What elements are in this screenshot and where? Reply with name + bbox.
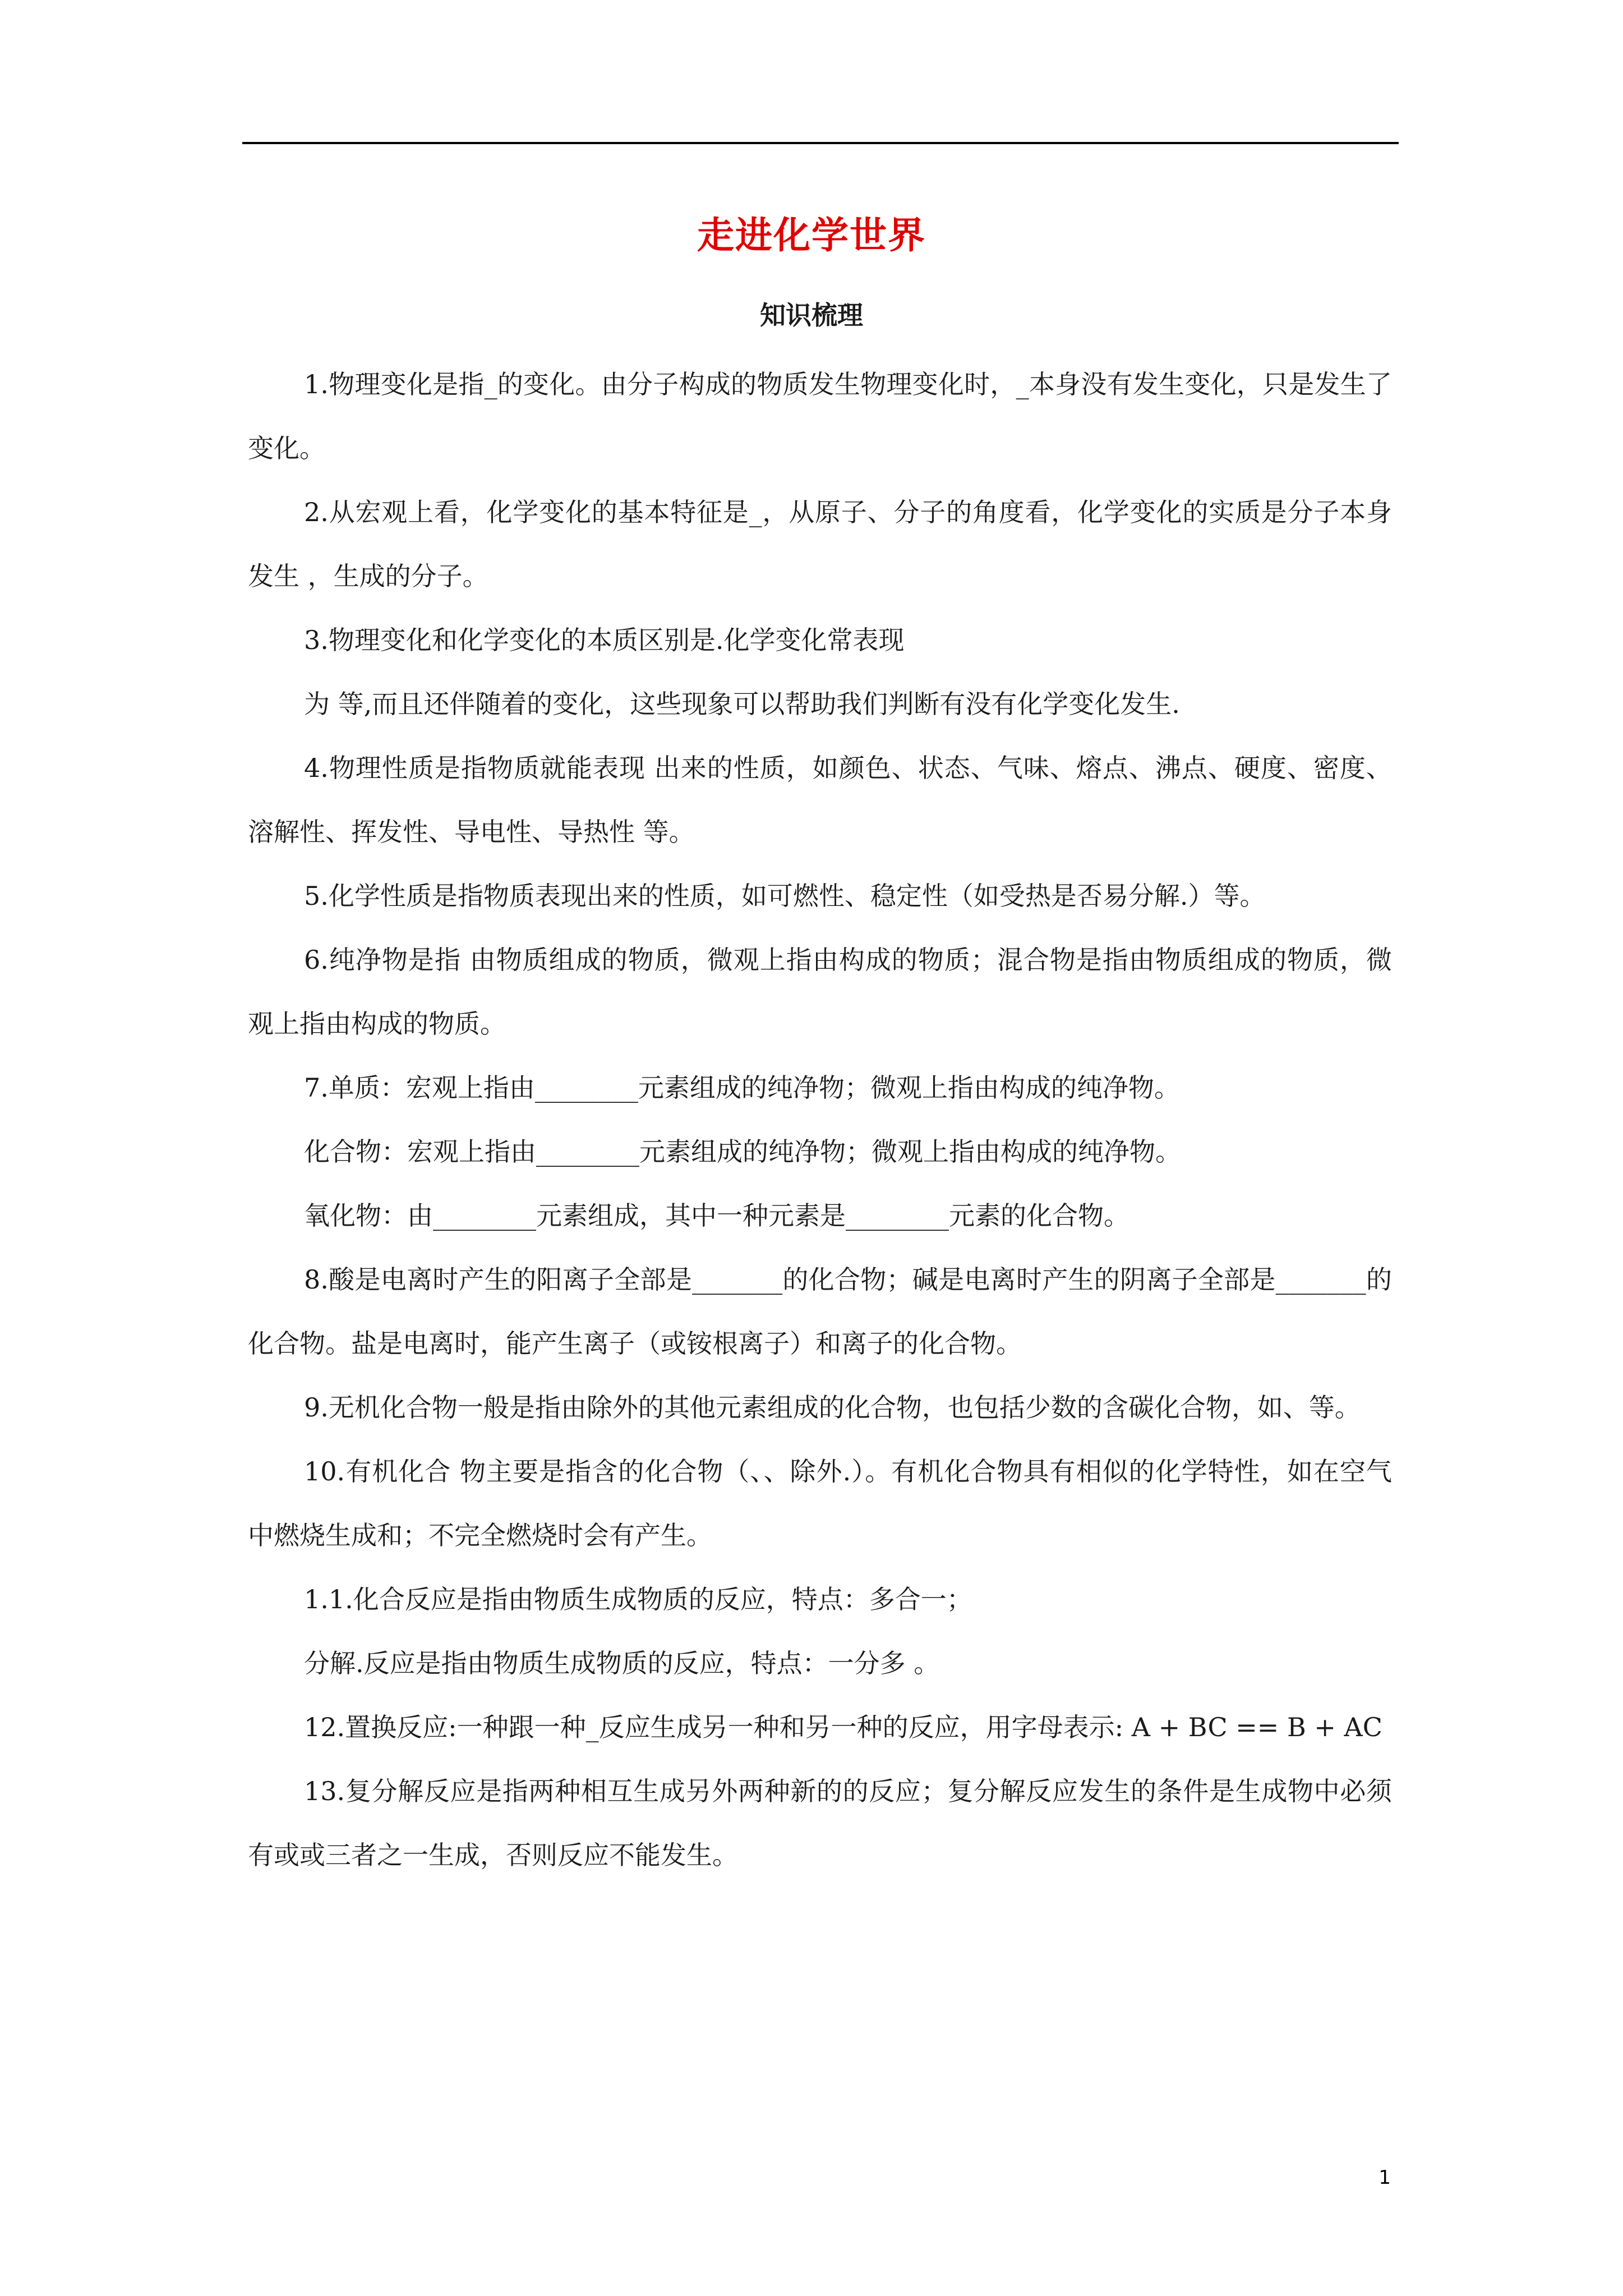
item-2: 2.从宏观上看，化学变化的基本特征是_，从原子、分子的角度看，化学变化的实质是分子本身发生 ，生成的分子。 <box>248 497 1392 591</box>
item-10: 10.有机化合 物主要是指含的化合物（、、除外.）。有机化合物具有相似的化学特性，如在空气中燃烧生成和；不完全燃烧时会有产生。 <box>248 1456 1392 1550</box>
item-1: 1.物理变化是指_的变化。由分子构成的物质发生物理变化时，_本身没有发生变化，只是发生了变化。 <box>248 369 1392 463</box>
item-11-decomposition: 分解.反应是指由物质生成物质的反应，特点：一分多 。 <box>304 1648 940 1678</box>
document-body <box>248 352 1392 1887</box>
section-heading: 知识梳理 <box>760 300 863 330</box>
item-4: 4.物理性质是指物质就能表现 出来的性质，如颜色、状态、气味、熔点、沸点、硬度、密度、溶解性、挥发性、导电性、导热性 等。 <box>248 753 1392 847</box>
item-13: 13.复分解反应是指两种相互生成另外两种新的的反应；复分解反应发生的条件是生成物中必须有或或三者之一生成，否则反应不能发生。 <box>248 1776 1392 1870</box>
item-12: 12.置换反应:一种跟一种_反应生成另一种和另一种的反应，用字母表示: A + BC == B + AC <box>304 1712 1382 1742</box>
item-7-compound: 化合物：宏观上指由________元素组成的纯净物；微观上指由构成的纯净物。 <box>304 1137 1181 1167</box>
header-rule <box>242 142 1399 144</box>
item-7-elemental-substance: 7.单质：宏观上指由________元素组成的纯净物；微观上指由构成的纯净物。 <box>304 1073 1180 1103</box>
item-3: 3.物理变化和化学变化的本质区别是.化学变化常表现 <box>304 625 905 655</box>
item-3-continuation: 为 等,而且还伴随着的变化，这些现象可以帮助我们判断有没有化学变化发生. <box>304 689 1180 719</box>
item-6: 6.纯净物是指 由物质组成的物质，微观上指由构成的物质；混合物是指由物质组成的物质，微观上指由构成的物质。 <box>248 945 1392 1039</box>
item-7-oxide: 氧化物：由________元素组成，其中一种元素是________元素的化合物。 <box>304 1200 1129 1231</box>
page-number: 1 <box>1378 2166 1391 2189</box>
document-title: 走进化学世界 <box>697 213 926 257</box>
item-5: 5.化学性质是指物质表现出来的性质，如可燃性、稳定性（如受热是否易分解.）等。 <box>304 881 1266 911</box>
item-11-combination: 1.1.化合反应是指由物质生成物质的反应，特点：多合一； <box>304 1584 972 1614</box>
item-9: 9.无机化合物一般是指由除外的其他元素组成的化合物，也包括少数的含碳化合物，如、等。 <box>304 1392 1361 1423</box>
item-8: 8.酸是电离时产生的阳离子全部是_______的化合物；碱是电离时产生的阴离子全部是_______的化合物。盐是电离时，能产生离子（或铵根离子）和离子的化合物。 <box>248 1264 1392 1359</box>
